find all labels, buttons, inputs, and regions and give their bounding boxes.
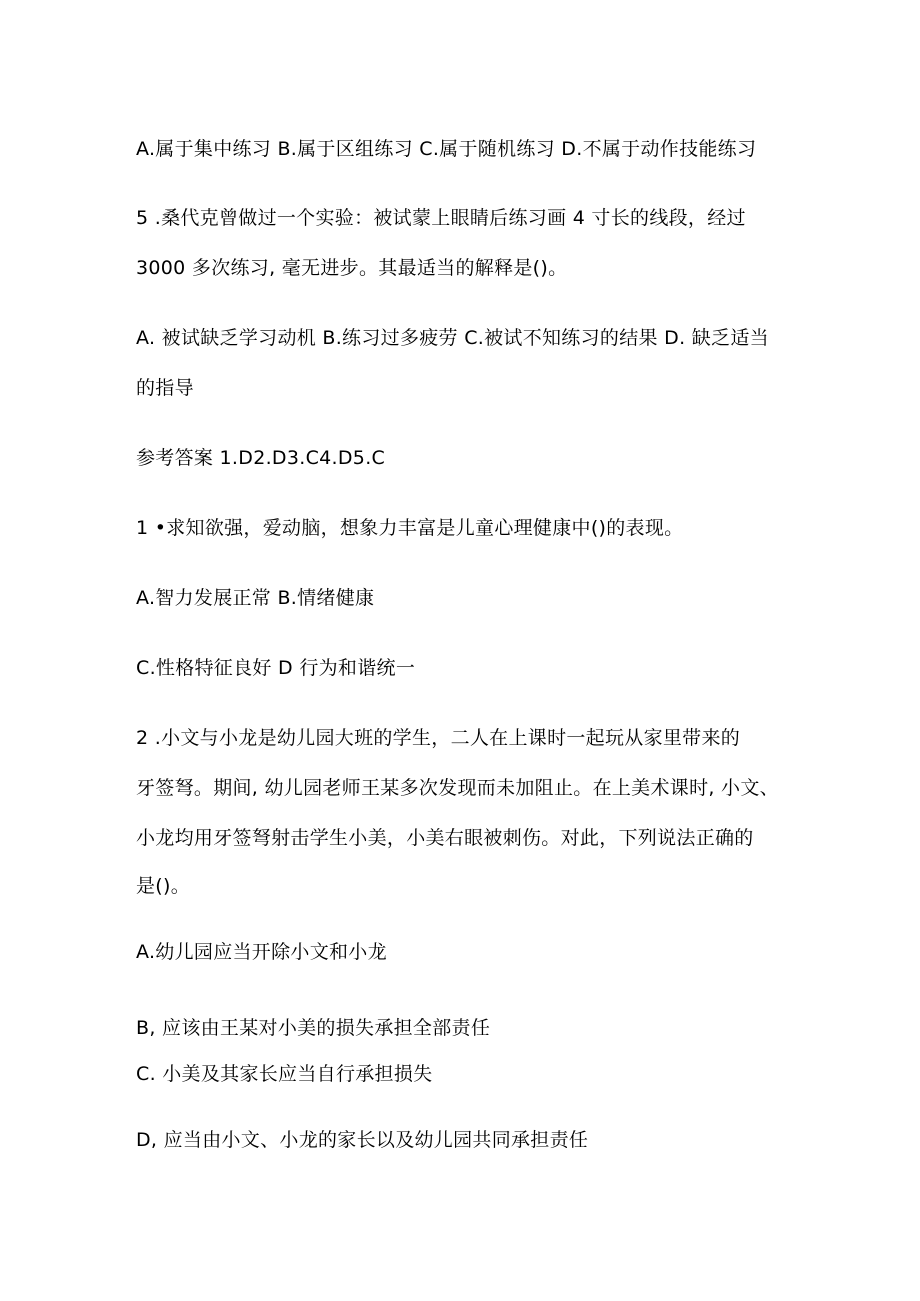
question-4-options: A.属于集中练习 B.属于区组练习 C.属于随机练习 D.不属于动作技能练习 xyxy=(136,138,757,160)
question-5-options-line-2: 的指导 xyxy=(136,377,194,399)
section-2-question-1-options-line-2: C.性格特征良好 D 行为和谐统一 xyxy=(136,657,416,679)
question-5-stem-line-1: 5 .桑代克曾做过一个实验：被试蒙上眼睛后练习画 4 寸长的线段，经过 xyxy=(136,207,746,229)
section-2-question-2-option-d: D, 应当由小文、小龙的家长以及幼儿园共同承担责任 xyxy=(136,1129,589,1151)
section-2-question-2-option-c: C. 小美及其家长应当自行承担损失 xyxy=(136,1063,433,1085)
section-2-question-2-stem-line-4: 是()。 xyxy=(136,875,191,897)
section-2-question-2-option-a: A.幼儿园应当开除小文和小龙 xyxy=(136,941,387,963)
question-5-stem-line-2: 3000 多次练习, 毫无进步。其最适当的解释是()。 xyxy=(136,257,568,279)
answer-key: 参考答案 1.D2.D3.C4.D5.C xyxy=(136,447,386,469)
section-2-question-1-stem: 1 •求知欲强，爱动脑，想象力丰富是儿童心理健康中()的表现。 xyxy=(136,517,684,539)
section-2-question-2-stem-line-1: 2 .小文与小龙是幼儿园大班的学生，二人在上课时一起玩从家里带来的 xyxy=(136,727,741,749)
section-2-question-2-stem-line-2: 牙签弩。期间, 幼儿园老师王某多次发现而未加阻止。在上美术课时, 小文、 xyxy=(136,777,779,799)
section-2-question-2-option-b: B, 应该由王某对小美的损失承担全部责任 xyxy=(136,1017,491,1039)
section-2-question-2-stem-line-3: 小龙均用牙签弩射击学生小美，小美右眼被刺伤。对此，下列说法正确的 xyxy=(136,827,754,849)
question-5-options-line-1: A. 被试缺乏学习动机 B.练习过多疲劳 C.被试不知练习的结果 D. 缺乏适当 xyxy=(136,327,769,349)
section-2-question-1-options-line-1: A.智力发展正常 B.情绪健康 xyxy=(136,587,375,609)
